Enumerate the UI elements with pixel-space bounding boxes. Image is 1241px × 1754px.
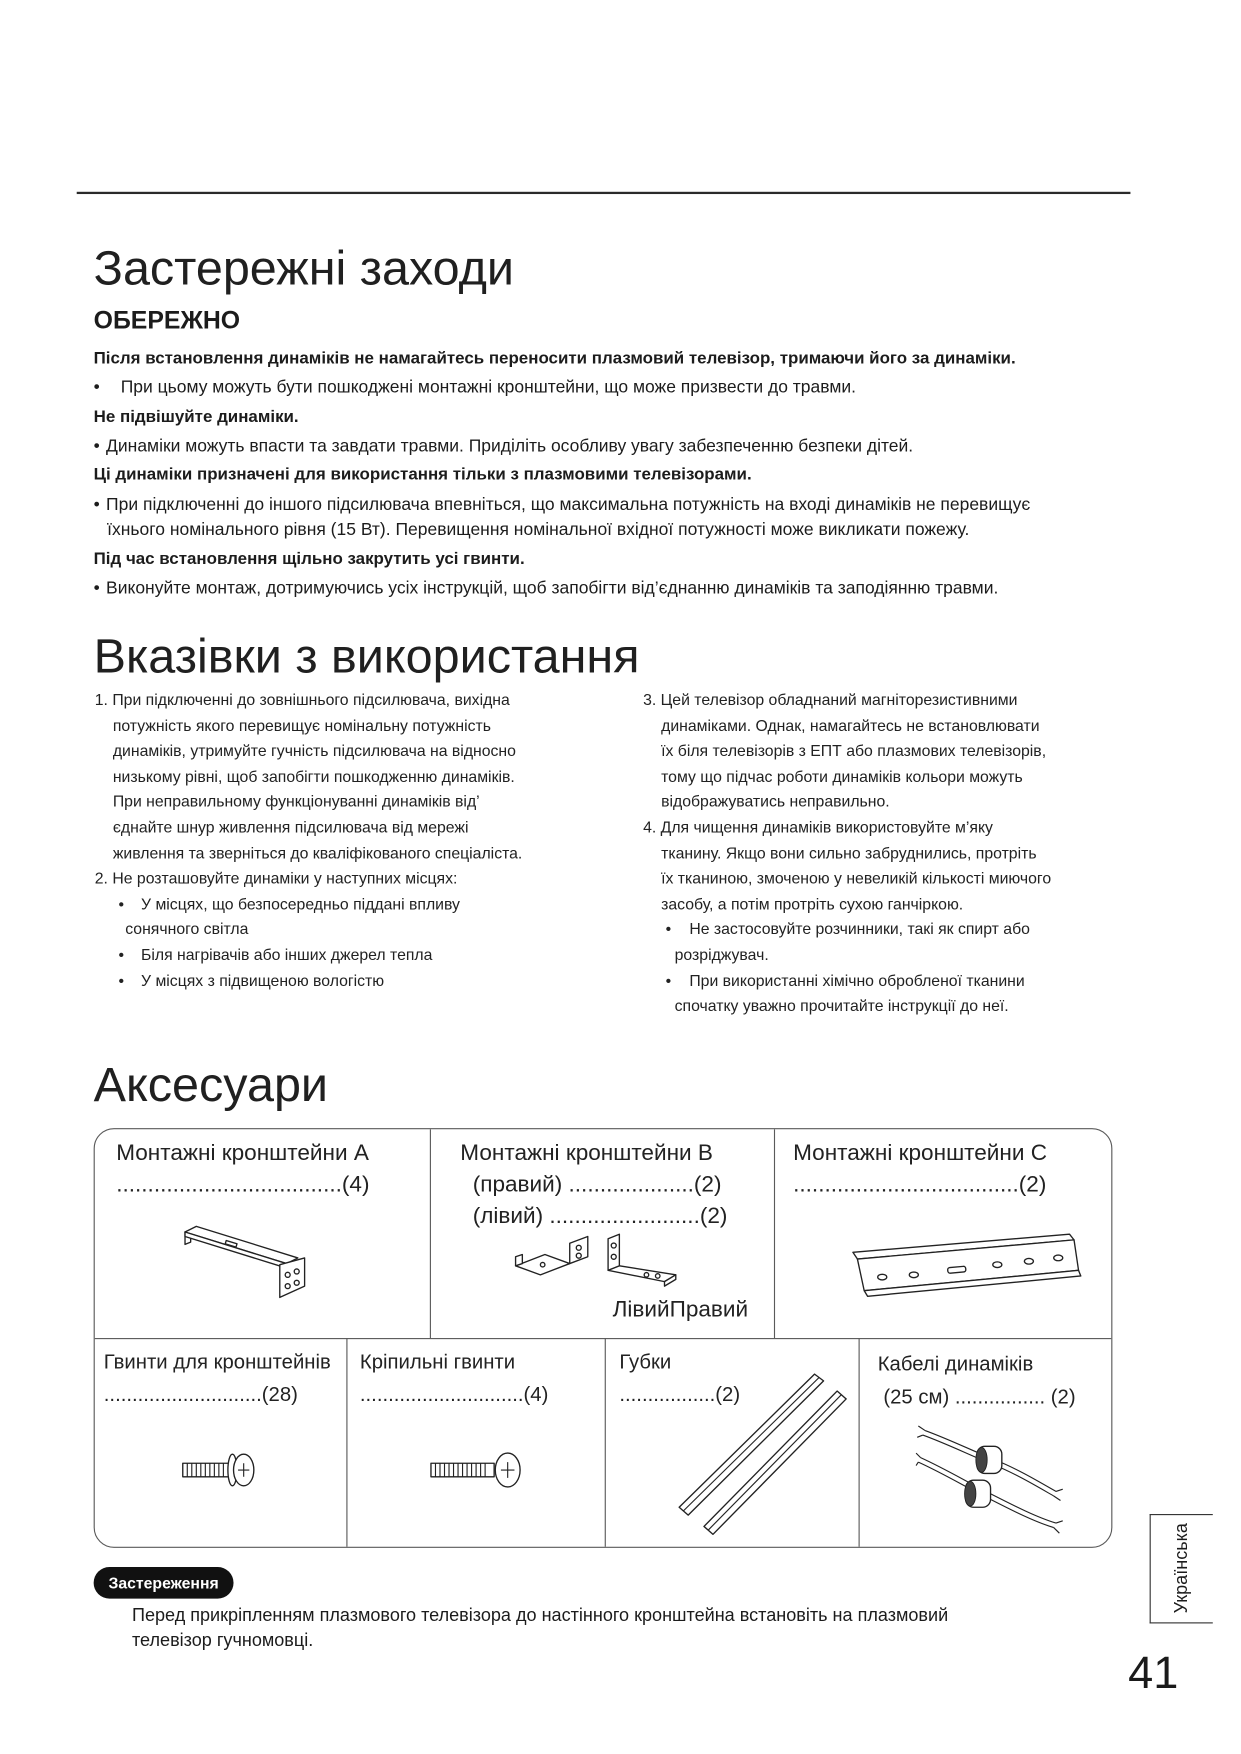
usage-bullet-text: Не застосовуйте розчинники, такі як спирт або [689, 919, 1030, 938]
bracket-b-left-hole [576, 1245, 581, 1250]
bracket-a-hole [294, 1280, 299, 1285]
language-tab-label: Українська [1171, 1523, 1191, 1614]
ferrite-core-end [965, 1481, 976, 1506]
language-tab [1150, 1514, 1213, 1623]
usage-line: 2. Не розташовуйте динаміки у наступних місцях: [94, 868, 458, 887]
bracket-c-slot [948, 1266, 966, 1273]
table-column-divider [605, 1338, 606, 1547]
bullet-icon: • [93, 377, 100, 398]
usage-line: їх біля телевізорів з ЕПТ або плазмових телевізорів, [661, 741, 1047, 760]
precaution-text-2: Динаміки можуть впасти та завдати травми. Приділіть особливу увагу забезпеченню безпеки дітей. [106, 436, 914, 456]
bracket-c-illustration [848, 1230, 1087, 1304]
usage-line: динаміків, утримуйте гучність підсилювача на відносно [112, 741, 516, 760]
usage-line: живлення та зверніться до кваліфікованого спеціаліста. [112, 843, 523, 862]
table-column-divider [430, 1129, 431, 1338]
bracket-a-hole [285, 1284, 290, 1289]
bracket-b-right-illustration [604, 1230, 683, 1293]
precaution-heading-1: Після встановлення динаміків не намагайтесь переносити плазмовий телевізор, тримаючи його за динаміки. [93, 348, 1016, 368]
usage-line: низькому рівні, щоб запобігти пошкодженню динаміків. [112, 766, 515, 785]
bullet-icon: • [118, 970, 124, 989]
usage-bullet-text: Біля нагрівачів або інших джерел тепла [141, 945, 433, 964]
page-number: 41 [1128, 1648, 1179, 1698]
bullet-icon: • [665, 970, 672, 989]
usage-line: спочатку уважно прочитайте інструкції до неї. [674, 996, 1009, 1015]
precaution-text-4: Виконуйте монтаж, дотримуючись усіх інструкцій, щоб запобігти від’єднанню динаміків та заподіянню травми. [106, 578, 999, 598]
usage-line: тканину. Якщо вони сильно забруднились, протріть [661, 843, 1037, 862]
bullet-icon: • [93, 578, 100, 598]
fixing-screws-quantity: .............................(4) [359, 1383, 549, 1406]
bracket-c-hole [909, 1272, 918, 1278]
precautions-title: Застережні заходи [93, 241, 515, 296]
precaution-heading-2: Не підвішуйте динаміки. [93, 407, 299, 427]
precaution-heading-4: Під час встановлення щільно закрутить усі гвинти. [93, 549, 525, 569]
bullet-icon: • [665, 919, 672, 938]
usage-line: динаміками. Однак, намагайтесь не встановлювати [661, 715, 1040, 734]
usage-line: розріджувач. [674, 945, 769, 964]
bracket-screws-label: Гвинти для кронштейнів [103, 1350, 331, 1373]
usage-line: відображуватись неправильно. [661, 792, 890, 811]
bullet-icon: • [93, 495, 100, 515]
caution-text [132, 1604, 948, 1654]
bracket-b-right-hole [611, 1243, 616, 1248]
bracket-a-plate [185, 1226, 298, 1263]
usage-line: При неправильному функціонуванні динаміків від’ [112, 792, 480, 811]
caution-line: телевізор гучномовці. [131, 1631, 314, 1651]
sponges-illustration [675, 1372, 849, 1539]
cables-label: Кабелі динаміків [877, 1352, 1034, 1376]
usage-line: 4. Для чищення динаміків використовуйте м’яку [643, 817, 993, 836]
bracket-c-hole [1024, 1258, 1033, 1264]
usage-bullet-text: При використанні хімічно обробленої тканини [689, 970, 1025, 989]
bracket-b-left-tab [516, 1255, 523, 1266]
usage-line: сонячного світла [125, 919, 249, 938]
accessories-title: Аксесуари [93, 1058, 329, 1113]
bracket-b-right-hole [644, 1273, 649, 1278]
bracket-c-hole [1054, 1255, 1063, 1261]
usage-right-column [643, 687, 1051, 1018]
bracket-b-left-hole [576, 1253, 581, 1258]
bracket-b-left-illustration [513, 1232, 594, 1284]
usage-line: засобу, а потім протріть сухою ганчіркою. [661, 894, 964, 913]
usage-left-column [95, 687, 523, 993]
usage-title: Вказівки з використання [93, 629, 640, 684]
bracket-a-illustration [181, 1221, 312, 1302]
precaution-text-3a: При підключенні до іншого підсилювача впевніться, що максимальна потужність на вході динаміків не перевищує [106, 495, 1031, 515]
header-rule [77, 192, 1131, 194]
bracket-b-right-hole [655, 1274, 660, 1279]
bracket-b-left-hole [540, 1262, 545, 1267]
bullet-icon: • [118, 894, 124, 913]
usage-bullet-line [95, 967, 523, 992]
usage-line: їх тканиною, змоченою у невеликій кількості миючого [661, 868, 1052, 887]
bracket-screw-illustration [181, 1449, 258, 1492]
usage-bullet-line [95, 891, 523, 916]
usage-bullet-line [95, 942, 523, 967]
bullet-icon: • [93, 436, 100, 456]
usage-bullet-text: У місцях з підвищеною вологістю [141, 970, 385, 989]
warning-heading: ОБЕРЕЖНО [93, 305, 241, 334]
bracket-b-left-right-caption: ЛівийПравий [612, 1297, 749, 1323]
bracket-b-left-quantity: (лівий) ........................(2) [472, 1203, 728, 1229]
usage-bullet-text: У місцях, що безпосередньо піддані впливу [141, 894, 460, 913]
bracket-b-label: Монтажні кронштейни В [460, 1140, 713, 1166]
precaution-heading-3: Ці динаміки призначені для використання тільки з плазмовими телевізорами. [93, 464, 752, 484]
bracket-c-label: Монтажні кронштейни С [793, 1140, 1048, 1166]
precaution-text-1: При цьому можуть бути пошкоджені монтажні кронштейни, що може призвести до травми. [120, 377, 856, 398]
bracket-a-flange [280, 1258, 305, 1297]
bullet-icon: • [118, 945, 124, 964]
table-column-divider [346, 1338, 347, 1547]
ferrite-core-end [976, 1447, 987, 1472]
bracket-c-hole [878, 1274, 887, 1280]
bracket-b-right-quantity: (правий) ....................(2) [472, 1172, 722, 1198]
table-column-divider [859, 1338, 860, 1547]
usage-line: єднайте шнур живлення підсилювача від мережі [112, 817, 469, 836]
bracket-b-right-flange [608, 1234, 619, 1270]
bracket-a-hole [294, 1269, 299, 1274]
bracket-c-quantity: ....................................(2) [793, 1172, 1047, 1198]
bracket-a-quantity: ....................................(4) [116, 1172, 370, 1198]
bracket-a-hole [285, 1272, 290, 1277]
precaution-text-3b: їхнього номінального рівня (15 Вт). Перевищення номінальної вхідної потужності може викликати пожежу. [107, 520, 970, 540]
usage-line: потужність якого перевищує номінальну потужність [112, 715, 491, 734]
caution-badge: Застереження [94, 1567, 234, 1599]
bracket-a-label: Монтажні кронштейни А [116, 1140, 369, 1166]
sponges-quantity: .................(2) [619, 1383, 741, 1406]
usage-bullet-line [643, 916, 1051, 941]
usage-line: тому що підчас роботи динаміків кольори можуть [661, 766, 1023, 785]
table-column-divider [774, 1129, 775, 1338]
usage-line: 1. При підключенні до зовнішнього підсилювача, вихідна [94, 690, 510, 709]
fixing-screw-illustration [429, 1449, 528, 1492]
usage-bullet-line [643, 967, 1051, 992]
bracket-c-hole [993, 1262, 1002, 1268]
caution-line: Перед прикріпленням плазмового телевізора до настінного кронштейна встановіть на плазмовий [131, 1606, 949, 1626]
bracket-b-right-hole [611, 1254, 616, 1259]
table-row-divider [95, 1338, 1111, 1339]
bracket-screws-quantity: ............................(28) [103, 1383, 298, 1406]
fixing-screws-label: Кріпильні гвинти [359, 1350, 516, 1373]
cables-quantity: (25 см) ................ (2) [883, 1385, 1076, 1408]
speaker-cables-illustration [916, 1424, 1065, 1541]
usage-line: 3. Цей телевізор обладнаний магніторезистивними [643, 690, 1018, 709]
sponges-label: Губки [619, 1350, 672, 1373]
bracket-b-right-base [608, 1266, 676, 1282]
